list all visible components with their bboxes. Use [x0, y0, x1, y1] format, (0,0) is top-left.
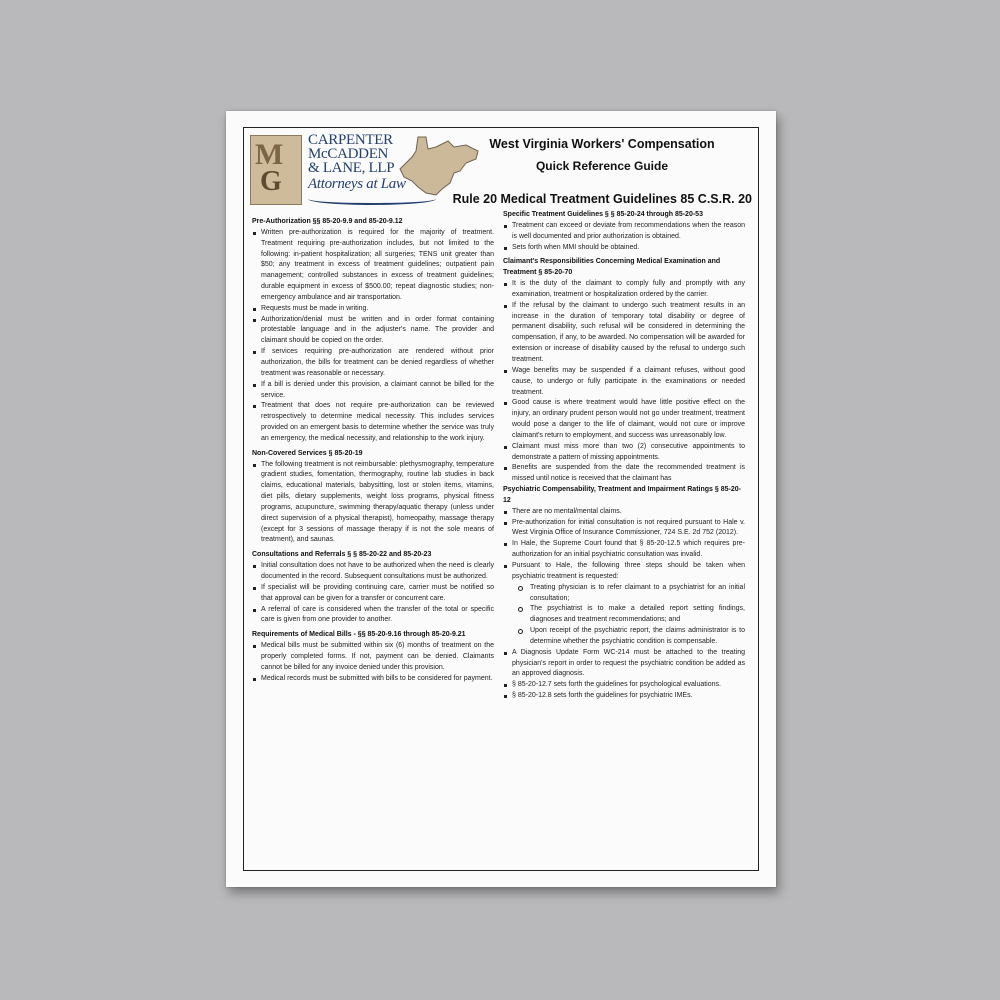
- bullet-item: Initial consultation does not have to be authorized when the need is clearly documented in the record. Subsequent consultations must be authorized.: [252, 561, 494, 583]
- bullet-item: Written pre-authorization is required for the majority of treatment. Treatment requiring pre-authorization includes, but not limited to the following: in-patient hospitalization; all surgeries; TENS unit greater than $50; any treatment in excess of treatment guidelines; outpatient pain management; controlled substances in excess of treatment guidelines; durable equipment in excess of $500.00; repeat diagnostic studies; non-emergency ambulance and air transportation.: [252, 228, 494, 304]
- section-heading: Specific Treatment Guidelines § § 85-20-24 through 85-20-53: [503, 211, 703, 218]
- section-heading: Claimant's Responsibilities Concerning Medical Examination and Treatment § 85-20-70: [503, 258, 721, 277]
- bullet-item: Wage benefits may be suspended if a claimant refuses, without good cause, to undergo or fully participate in the examinations or needed treatment.: [503, 366, 745, 399]
- firm-name-line: & LANE, LLP: [308, 160, 395, 176]
- firm-tagline: Attorneys at Law: [308, 176, 406, 192]
- sub-bullet-item: The psychiatrist is to make a detailed report setting findings, diagnoses and treatment recommendations; and: [503, 604, 745, 626]
- right-column: [503, 206, 745, 702]
- left-column: [252, 213, 494, 684]
- guide-title: West Virginia Workers' Compensation: [489, 137, 715, 151]
- section-heading: Non-Covered Services § 85-20-19: [252, 449, 363, 457]
- firm-name-line: CARPENTER: [308, 132, 393, 148]
- sub-bullet-item: Upon receipt of the psychiatric report, the claims administrator is to determine whether the psychiatric condition is compensable.: [503, 626, 745, 648]
- bullet-list: [503, 279, 745, 485]
- monogram-letter-bottom: G: [260, 166, 282, 197]
- monogram-logo: [250, 135, 302, 205]
- bullet-list: [503, 507, 745, 702]
- bullet-item: A referral of care is considered when the transfer of the total or specific care is given from one provider to another.: [252, 605, 494, 627]
- sub-bullet-item: Treating physician is to refer claimant to a psychiatrist for an initial consultation;: [503, 583, 745, 605]
- bullet-list: [252, 561, 494, 626]
- bullet-item: If the refusal by the claimant to undergo such treatment results in an increase in the duration of temporary total disability or degree of permanent disability, such refusal will be considered in determining the compensation, if any, to be awarded. No compensation will be awarded for extension or increase of disability caused by the refusal to undergo such treatment.: [503, 301, 745, 366]
- section-heading: Pre-Authorization §§ 85-20-9.9 and 85-20-9.12: [252, 218, 403, 225]
- bullet-item: A Diagnosis Update Form WC-214 must be attached to the treating physician's report in order to request the psychiatric condition be added as an approved diagnosis.: [503, 648, 745, 681]
- bullet-list: [252, 228, 494, 445]
- rule-title: Rule 20 Medical Treatment Guidelines 85 C.S.R. 20: [452, 192, 752, 206]
- bullet-item: Medical bills must be submitted within six (6) months of treatment on the properly completed forms. If not, payment can be denied. Claimants cannot be billed for any invoice denied under this provision.: [252, 641, 494, 674]
- bullet-item: If specialist will be providing continuing care, carrier must be notified so that approval can be given for a transfer or concurrent care.: [252, 583, 494, 605]
- bullet-item: § 85-20-12.7 sets forth the guidelines for psychological evaluations.: [503, 680, 745, 691]
- monogram-letter-top: M: [255, 138, 284, 171]
- bullet-item: Sets forth when MMI should be obtained.: [503, 243, 745, 254]
- bullet-item: Benefits are suspended from the date the recommended treatment is missed until notice is received that the claimant has: [503, 463, 745, 485]
- bullet-item: There are no mental/mental claims.: [503, 507, 745, 518]
- bullet-item: Pre-authorization for initial consultation is not required pursuant to Hale v. West Virginia Office of Insurance Commissioner, 724 S.E. 2d 752 (2012).: [503, 518, 745, 540]
- bullet-item: In Hale, the Supreme Court found that § 85-20-12.5 which requires pre-authorization for an initial psychiatric consultation was invalid.: [503, 539, 745, 561]
- bullet-item: Requests must be made in writing.: [252, 304, 494, 315]
- bullet-item: Pursuant to Hale, the following three steps should be taken when psychiatric treatment is requested:: [503, 561, 745, 583]
- bullet-item: The following treatment is not reimbursable: plethysmography, temperature gradient studies, fomentation, thermography, routine lab studies in back claims, educational materials, babysitting, lost or stolen items, vitamins, diet pills, dietary supplements, weight loss programs, physical fitness programs, acupuncture, swimming therapy/aquatic therapy (unless under direct supervision of a physical therapist), homeopathy, massage therapy (except for 3 sessions of massage therapy if is not the sole means of treatment), and saunas.: [252, 460, 494, 547]
- firm-name: [308, 133, 406, 191]
- section-heading: Requirements of Medical Bills - §§ 85-20-9.16 through 85-20-9.21: [252, 631, 466, 639]
- document-page: [226, 111, 776, 887]
- bullet-item: If a bill is denied under this provision, a claimant cannot be billed for the service.: [252, 380, 494, 402]
- bullet-item: Medical records must be submitted with bills to be considered for payment.: [252, 674, 494, 685]
- section-heading: Consultations and Referrals § § 85-20-22 and 85-20-23: [252, 551, 432, 559]
- bullet-list: [503, 221, 745, 254]
- bullet-item: Good cause is where treatment would have little positive effect on the injury, an ordinary prudent person would not go under treatment, treatment would pose a danger to the life of claimant, would not cure or improve claimant's return to employment, and success was unreasonably low.: [503, 398, 745, 441]
- bullet-item: It is the duty of the claimant to comply fully and promptly with any examination, treatment or hospitalization ordered by the carrier.: [503, 279, 745, 301]
- bullet-item: Treatment that does not require pre-authorization can be reviewed retrospectively to determine medical necessity. This includes services provided on an emergent basis to determine whether the service was truly an emergency, the medical necessity, and relationship to the work injury.: [252, 401, 494, 444]
- firm-name-line: McCADDEN: [308, 146, 389, 162]
- bullet-item: If services requiring pre-authorization are rendered without prior authorization, the bills for treatment can be denied regardless of whether treatment was reasonable or necessary.: [252, 347, 494, 380]
- guide-subtitle: Quick Reference Guide: [535, 159, 669, 173]
- bullet-item: § 85-20-12.8 sets forth the guidelines for psychiatric IMEs.: [503, 691, 745, 702]
- bullet-item: Claimant must miss more than two (2) consecutive appointments to demonstrate a pattern of missing appointments.: [503, 442, 745, 464]
- bullet-item: Authorization/denial must be written and in order format containing protestable language and in the adjuster's name. The provider and claimant should be copied on the order.: [252, 315, 494, 348]
- bullet-item: Treatment can exceed or deviate from recommendations when the reason is well documented and prior authorization is obtained.: [503, 221, 745, 243]
- section-heading: Psychiatric Compensability, Treatment and Impairment Ratings § 85-20-12: [503, 486, 741, 504]
- bullet-list: [252, 460, 494, 547]
- bullet-list: [252, 641, 494, 684]
